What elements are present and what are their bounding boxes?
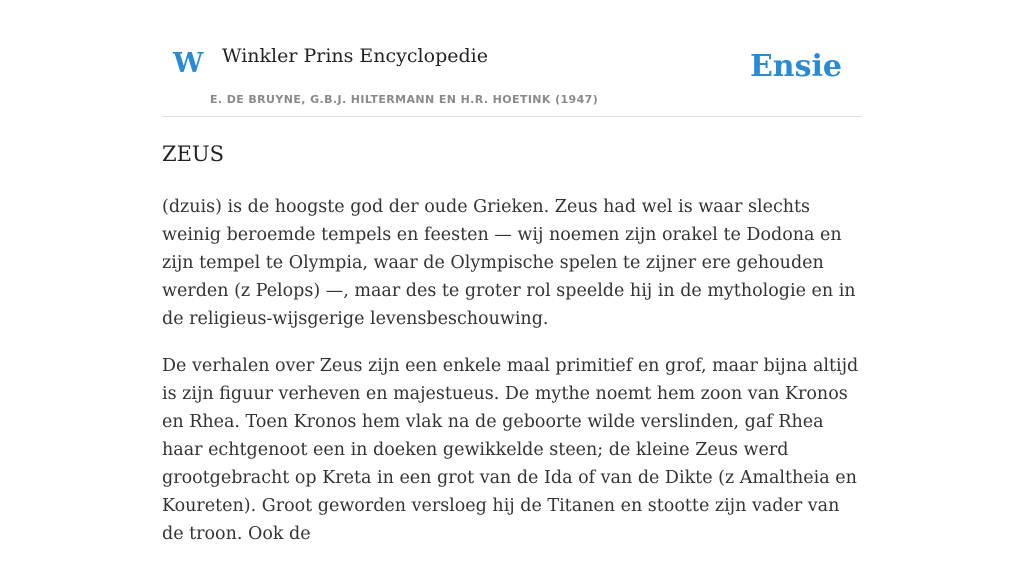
article-headword: ZEUS <box>162 142 225 166</box>
source-header <box>162 0 862 117</box>
article-paragraph: De verhalen over Zeus zijn een enkele maal primitief en grof, maar bijna altijd is zijn figuur verheven en majestueus. De mythe noemt hem zoon van Kronos en Rhea. Toen Kronos hem vlak na de geboorte wilde verslinden, gaf Rhea haar echtgenoot een in doeken gewikkelde steen; de kleine Zeus werd grootgebracht op Kreta in een grot van de Ida of van de Dikte (z Amaltheia en Koureten). Groot geworden versloeg hij de Titanen en stootte zijn vader van de troon. Ook de <box>162 356 859 545</box>
article-content <box>162 140 862 567</box>
source-authors: E. DE BRUYNE, G.B.J. HILTERMANN EN H.R. HOETINK (1947) <box>210 93 599 106</box>
ensie-brand-logo[interactable]: Ensie <box>749 49 842 84</box>
source-title[interactable]: Winkler Prins Encyclopedie <box>222 45 488 67</box>
winkler-prins-logo-icon[interactable]: W <box>173 48 204 79</box>
article-paragraph: (dzuis) is de hoogste god der oude Grieken. Zeus had wel is waar slechts weinig beroemde tempels en feesten — wij noemen zijn orakel te Dodona en zijn tempel te Olympia, waar de Olympische spelen te zijner ere gehouden werden (z Pelops) —, maar des te groter rol speelde hij in de mythologie en in de religieus-wijsgerige levensbeschouwing. <box>162 197 856 330</box>
